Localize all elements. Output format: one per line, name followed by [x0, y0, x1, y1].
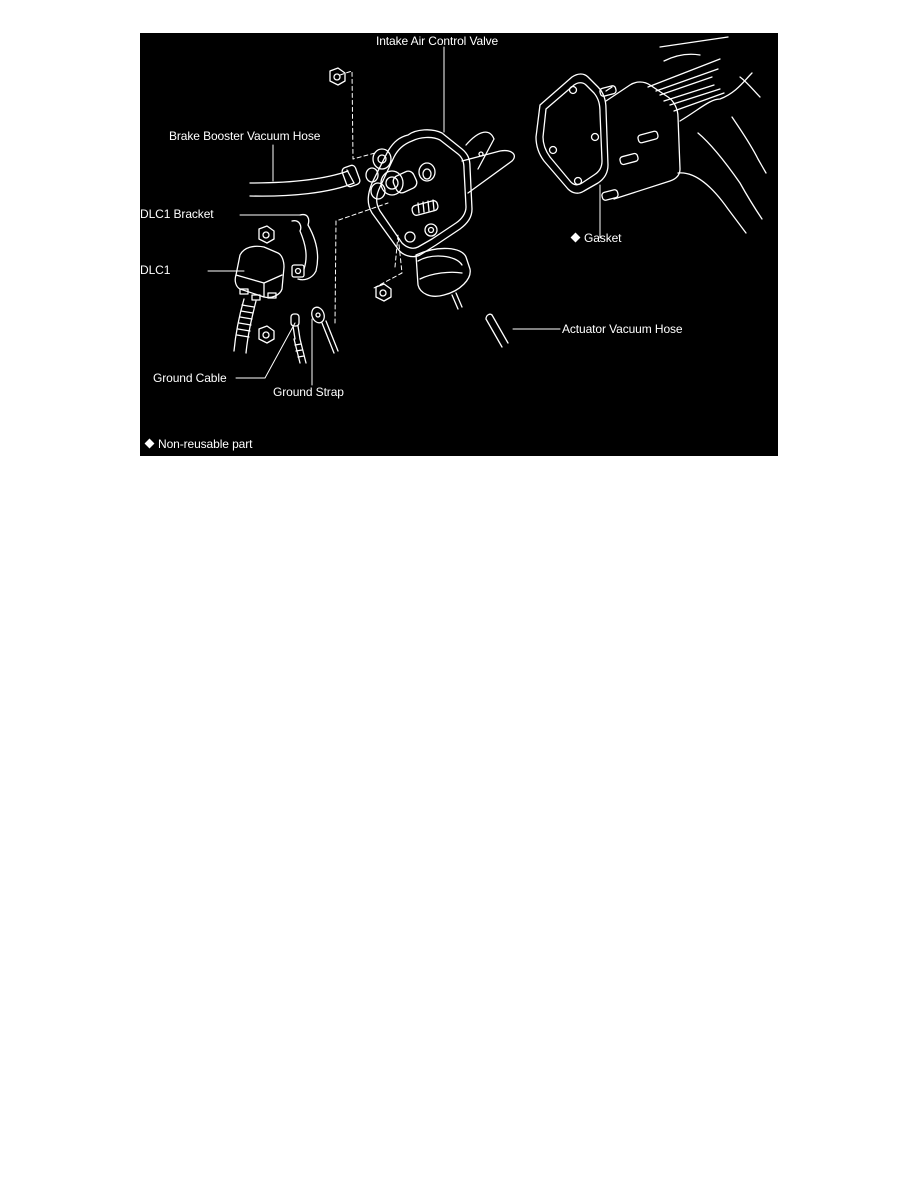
label-brake-booster-vacuum-hose: Brake Booster Vacuum Hose — [169, 129, 321, 143]
exploded-parts-diagram — [140, 33, 778, 456]
legend-non-reusable-part — [144, 438, 252, 451]
label-dlc1: DLC1 — [140, 263, 171, 277]
label-intake-air-control-valve: Intake Air Control Valve — [376, 34, 499, 48]
non-reusable-diamond-icon — [145, 439, 155, 449]
brake-booster-vacuum-hose-drawing — [250, 164, 361, 196]
dlc1-bracket-drawing — [292, 215, 318, 280]
legend-text: Non-reusable part — [158, 437, 253, 451]
intake-plenum-drawing — [599, 37, 766, 233]
label-ground-strap: Ground Strap — [273, 385, 344, 399]
gasket-drawing — [536, 74, 608, 193]
actuator-vacuum-hose-drawing — [486, 314, 508, 347]
label-gasket — [570, 232, 621, 245]
ground-cable-drawing — [291, 314, 306, 363]
leader-lines — [208, 47, 600, 385]
ground-strap-drawing — [310, 305, 338, 353]
label-gasket-text: Gasket — [584, 231, 622, 245]
nut-left-upper — [259, 226, 274, 243]
non-reusable-diamond-icon — [571, 233, 581, 243]
nut-bottom — [376, 284, 391, 301]
intake-air-control-valve-drawing — [366, 130, 514, 309]
nut-top — [330, 68, 345, 85]
label-dlc1-bracket: DLC1 Bracket — [140, 207, 214, 221]
label-ground-cable: Ground Cable — [153, 371, 227, 385]
nut-left-lower — [259, 326, 274, 343]
label-actuator-vacuum-hose: Actuator Vacuum Hose — [562, 322, 683, 336]
diagram-drawing — [140, 33, 778, 456]
